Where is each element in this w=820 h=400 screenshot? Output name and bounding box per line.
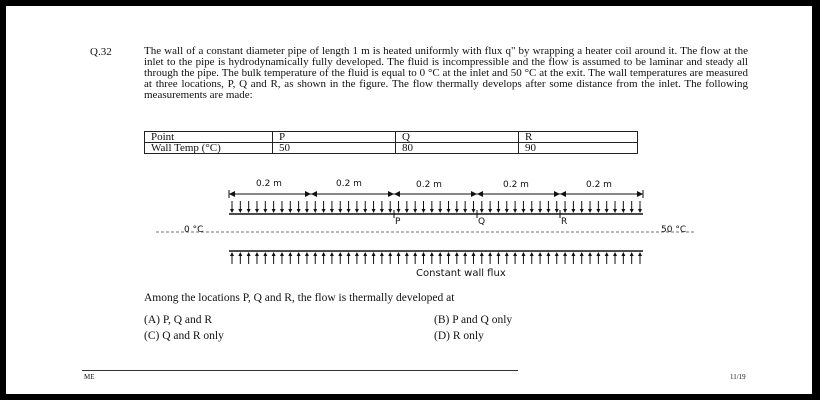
flux-arrowhead xyxy=(238,209,242,213)
top-flux-arrows xyxy=(230,201,642,213)
flux-arrowhead xyxy=(530,209,534,213)
flux-arrowhead xyxy=(313,209,317,213)
flux-arrowhead xyxy=(613,209,617,213)
option-b[interactable]: (B) P and Q only xyxy=(434,314,513,326)
segment-label: 0.2 m xyxy=(586,180,612,190)
flux-arrowhead xyxy=(263,252,267,256)
question-text: The wall of a constant diameter pipe of length 1 m is heated uniformly with flux q" by wrapping a heater coil around it. The flow at the inlet to the pipe is hydrodynamically fully developed. The fluid is incompressible and the flow is assumed to be laminar and steady all through the pipe. The bulk temperature of the fluid is equal to 0 °C at the inlet and 50 °C at the exit. The wall temperatures are measured at three locations, P, Q and R, as shown in the figure. The flow thermally develops after some distance from the inlet. The following measurements are made: xyxy=(144,45,748,101)
flux-arrowhead xyxy=(480,209,484,213)
flux-arrowhead xyxy=(313,252,317,256)
flux-arrowhead xyxy=(280,252,284,256)
flux-arrowhead xyxy=(288,252,292,256)
flux-arrowhead xyxy=(546,209,550,213)
flux-arrowhead xyxy=(355,209,359,213)
point-label-p: P xyxy=(395,217,401,227)
question-prompt: Among the locations P, Q and R, the flow is thermally developed at xyxy=(144,292,455,304)
flux-arrowhead xyxy=(521,209,525,213)
flux-arrowhead xyxy=(388,252,392,256)
flux-arrowhead xyxy=(272,209,276,213)
flux-arrowhead xyxy=(255,252,259,256)
flux-arrowhead xyxy=(347,209,351,213)
flux-arrowhead xyxy=(471,209,475,213)
segment-label: 0.2 m xyxy=(416,180,442,190)
table-cell: 80 xyxy=(396,143,519,154)
exam-page xyxy=(6,6,812,394)
table-cell: R xyxy=(519,132,638,143)
segment-label: 0.2 m xyxy=(503,180,529,190)
bottom-flux-arrows xyxy=(230,252,642,264)
flux-arrowhead xyxy=(571,209,575,213)
flux-arrowhead xyxy=(413,252,417,256)
flux-arrowhead xyxy=(430,252,434,256)
flux-arrowhead xyxy=(338,252,342,256)
flux-arrowhead xyxy=(322,252,326,256)
table-cell: P xyxy=(273,132,396,143)
flux-arrowhead xyxy=(563,252,567,256)
flux-arrowhead xyxy=(363,252,367,256)
flux-arrowhead xyxy=(505,252,509,256)
flux-arrowhead xyxy=(546,252,550,256)
flux-arrowhead xyxy=(305,209,309,213)
flux-arrowhead xyxy=(297,252,301,256)
flux-arrowhead xyxy=(263,209,267,213)
flux-arrowhead xyxy=(255,209,259,213)
flux-arrowhead xyxy=(288,209,292,213)
flux-arrowhead xyxy=(505,209,509,213)
flux-arrowhead xyxy=(330,252,334,256)
flux-arrowhead xyxy=(580,209,584,213)
flux-arrowhead xyxy=(397,209,401,213)
flux-arrowhead xyxy=(280,209,284,213)
flux-arrowhead xyxy=(630,252,634,256)
footer-page-number: 11/19 xyxy=(730,373,746,381)
flux-arrowhead xyxy=(355,252,359,256)
option-a[interactable]: (A) P, Q and R xyxy=(144,314,213,326)
flux-arrowhead xyxy=(605,252,609,256)
flux-arrowhead xyxy=(438,209,442,213)
flux-arrowhead xyxy=(555,209,559,213)
flux-arrowhead xyxy=(621,252,625,256)
flux-arrowhead xyxy=(430,209,434,213)
flux-arrowhead xyxy=(588,252,592,256)
flux-arrowhead xyxy=(247,252,251,256)
flux-arrowhead xyxy=(347,252,351,256)
point-label-r: R xyxy=(561,217,568,227)
flux-arrowhead xyxy=(230,252,234,256)
flux-arrowhead xyxy=(571,252,575,256)
flux-arrowhead xyxy=(480,252,484,256)
flux-arrowhead xyxy=(496,209,500,213)
flux-arrowhead xyxy=(297,209,301,213)
flux-arrowhead xyxy=(247,209,251,213)
flux-arrowhead xyxy=(230,209,234,213)
table-cell: Point xyxy=(145,132,273,143)
flux-arrowhead xyxy=(372,252,376,256)
flux-arrowhead xyxy=(538,209,542,213)
flux-arrowhead xyxy=(530,252,534,256)
flux-arrowhead xyxy=(380,252,384,256)
flux-arrowhead xyxy=(638,252,642,256)
flux-arrowhead xyxy=(463,252,467,256)
exit-temp: 50 °C xyxy=(661,225,687,235)
table-cell: Q xyxy=(396,132,519,143)
footer-paper-code: ME xyxy=(84,373,95,381)
option-c[interactable]: (C) Q and R only xyxy=(144,330,224,342)
flux-arrowhead xyxy=(438,252,442,256)
flux-arrowhead xyxy=(513,209,517,213)
flux-arrowhead xyxy=(405,209,409,213)
flux-arrowhead xyxy=(238,252,242,256)
table-cell: 90 xyxy=(519,143,638,154)
table-cell: Wall Temp (°C) xyxy=(145,143,273,154)
flux-arrowhead xyxy=(446,209,450,213)
flux-arrowhead xyxy=(613,252,617,256)
dimension-arrows xyxy=(229,190,643,198)
flux-arrowhead xyxy=(338,209,342,213)
flux-arrowhead xyxy=(372,209,376,213)
flux-arrowhead xyxy=(621,209,625,213)
flux-arrowhead xyxy=(555,252,559,256)
flux-arrowhead xyxy=(405,252,409,256)
flux-arrowhead xyxy=(596,252,600,256)
segment-label: 0.2 m xyxy=(336,179,362,189)
flux-arrowhead xyxy=(422,252,426,256)
footer-divider xyxy=(82,370,518,371)
flux-label: Constant wall flux xyxy=(416,268,506,279)
flux-arrowhead xyxy=(513,252,517,256)
flux-arrowhead xyxy=(397,252,401,256)
flux-arrowhead xyxy=(413,209,417,213)
flux-arrowhead xyxy=(422,209,426,213)
flux-arrowhead xyxy=(605,209,609,213)
flux-arrowhead xyxy=(363,209,367,213)
flux-arrowhead xyxy=(638,209,642,213)
segment-label: 0.2 m xyxy=(256,179,282,189)
table-cell: 50 xyxy=(273,143,396,154)
flux-arrowhead xyxy=(521,252,525,256)
flux-arrowhead xyxy=(446,252,450,256)
flux-arrowhead xyxy=(380,209,384,213)
flux-arrowhead xyxy=(471,252,475,256)
flux-arrowhead xyxy=(322,209,326,213)
flux-arrowhead xyxy=(580,252,584,256)
flux-arrowhead xyxy=(596,209,600,213)
flux-arrowhead xyxy=(455,252,459,256)
flux-arrowhead xyxy=(496,252,500,256)
flux-arrowhead xyxy=(455,209,459,213)
point-label-q: Q xyxy=(478,217,486,227)
flux-arrowhead xyxy=(330,209,334,213)
flux-arrowhead xyxy=(588,209,592,213)
flux-arrowhead xyxy=(272,252,276,256)
flux-arrowhead xyxy=(305,252,309,256)
option-d[interactable]: (D) R only xyxy=(434,330,484,342)
inlet-temp: 0 °C xyxy=(184,225,204,235)
question-number: Q.32 xyxy=(90,46,112,58)
flux-arrowhead xyxy=(630,209,634,213)
flux-arrowhead xyxy=(538,252,542,256)
flux-arrowhead xyxy=(388,209,392,213)
flux-arrowhead xyxy=(563,209,567,213)
flux-arrowhead xyxy=(488,209,492,213)
pipe-figure xyxy=(6,6,812,394)
flux-arrowhead xyxy=(488,252,492,256)
flux-arrowhead xyxy=(463,209,467,213)
